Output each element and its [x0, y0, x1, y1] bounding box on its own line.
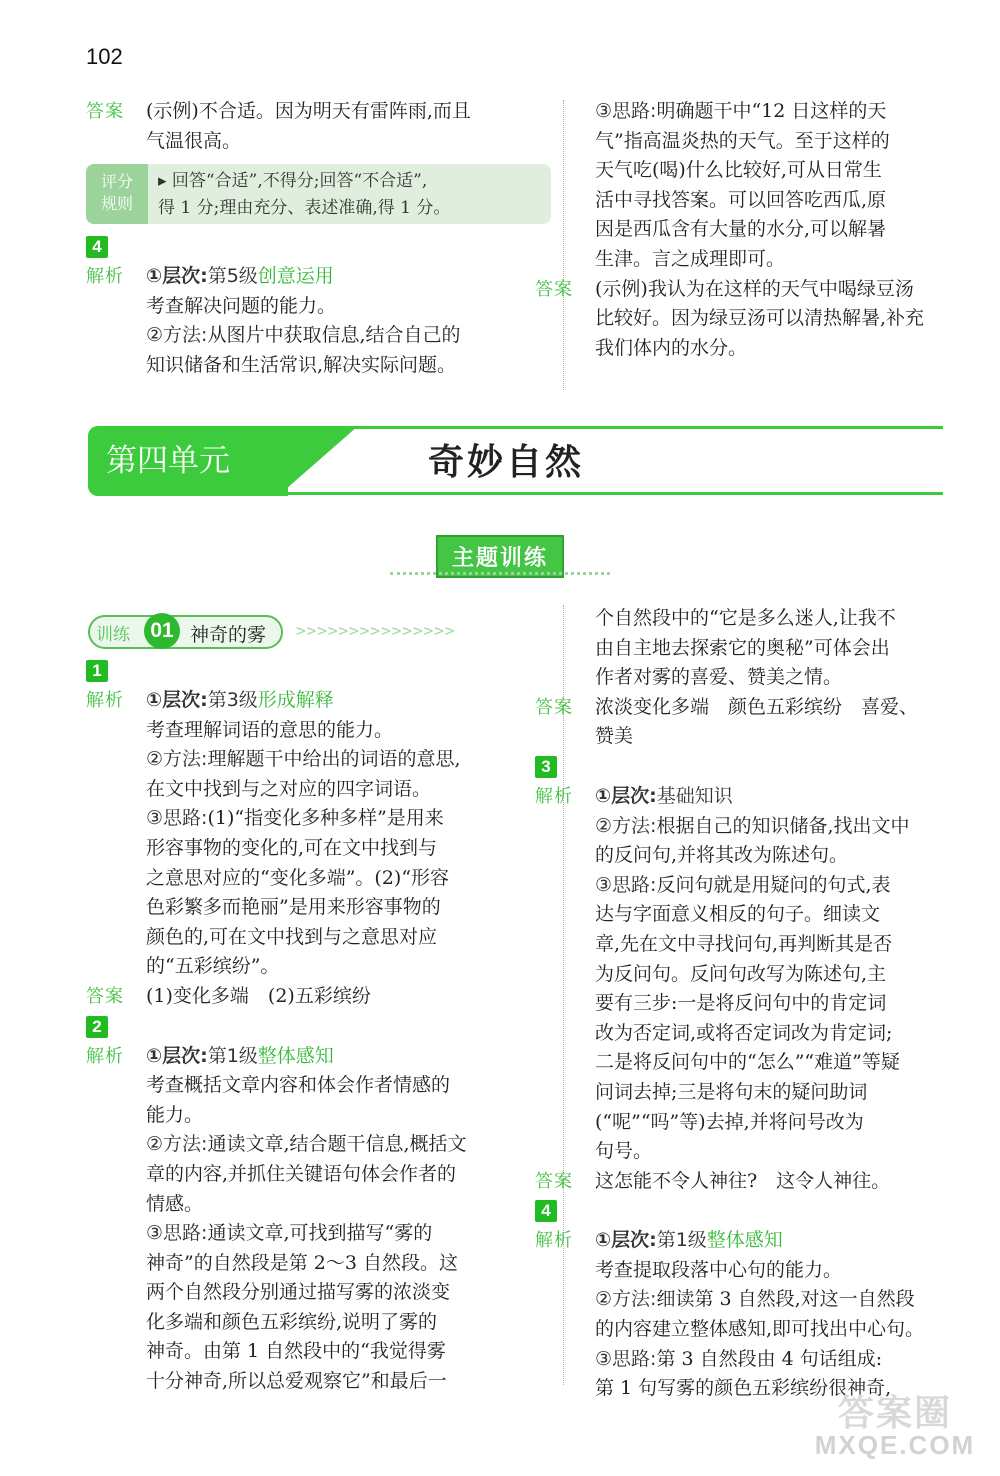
question-number-badge: 1: [86, 660, 108, 682]
theme-underline: [390, 572, 610, 575]
bottom-right-column: [535, 604, 945, 1404]
method-line: ②方法:从图片中获取信息,结合自己的: [146, 324, 461, 347]
method-line: 知识储备和生活常识,解决实际问题。: [146, 353, 457, 376]
level-line: ①层次:第1级整体感知: [146, 1044, 334, 1067]
analysis-block: [86, 262, 551, 380]
arrow-decoration: >>>>>>>>>>>>>>>: [296, 621, 456, 640]
analysis-label: 解析: [535, 785, 573, 807]
think-line: ③思路:明确题干中“12 日这样的天: [595, 100, 887, 122]
level-line: ①层次:第5级创意运用: [146, 265, 334, 288]
answer-label: 答案: [86, 985, 124, 1007]
answer-label: 答案: [535, 278, 573, 300]
level-line: ①层次:基础知识: [595, 784, 733, 807]
analysis-label: 解析: [535, 1230, 573, 1252]
question-number-badge: 3: [535, 756, 557, 778]
bottom-left-column: [86, 656, 551, 1397]
theme-title: 主题训练: [436, 535, 564, 578]
answer-label: 答案: [86, 101, 124, 122]
page-number: 102: [86, 44, 123, 69]
answer-label: 答案: [535, 1170, 573, 1192]
unit-banner: [88, 418, 943, 500]
level-line: ①层次:第1级整体感知: [595, 1229, 783, 1252]
answer-label: 答案: [535, 696, 573, 718]
question-number-badge: 4: [535, 1200, 557, 1222]
scoring-rule-text: ▸ 回答“合适”,不得分;回答“不合适”, 得 1 分;理由充分、表述准确,得 1 分。: [158, 171, 451, 219]
answer-line: 气温很高。: [146, 129, 242, 152]
analysis-label: 解析: [86, 1045, 124, 1067]
scoring-rule-tag: 评分 规则: [86, 164, 148, 224]
answer-line: (示例)不合适。因为明天有雷阵雨,而且: [146, 100, 471, 122]
answer-block: [86, 97, 551, 156]
analysis-line: 考查解决问题的能力。: [146, 294, 337, 317]
unit-label: 第四单元: [88, 426, 288, 496]
watermark-logo: 答案圈: [837, 1392, 952, 1433]
training-label: 训练: [96, 625, 130, 645]
answer-block: 答案 浓淡变化多端 颜色五彩缤纷 喜爱、 赞美: [535, 693, 945, 752]
training-number: 01: [144, 613, 180, 649]
watermark: [800, 1385, 990, 1470]
scoring-rule-box: [86, 164, 551, 224]
analysis-block: 解析 ①层次:第1级整体感知 考查提取段落中心句的能力。 ②方法:细读第 3 自然段,对这一自然段 的内容建立整体感知,即可找出中心句。 ③思路:第 3 自然段由 4 句话组成: 第 1 句写雾的颜色五彩缤纷很神奇,: [535, 1226, 945, 1404]
answer-block: 答案 (1)变化多端 (2)五彩缤纷: [86, 982, 551, 1012]
continued-text: 个自然段中的“它是多么迷人,让我不 由自主地去探索它的奥秘”可体会出 作者对雾的喜爱、赞美之情。: [595, 607, 896, 689]
top-left-column: [86, 97, 551, 381]
training-name: 神奇的雾: [190, 624, 267, 646]
analysis-block: 解析 ①层次:第3级形成解释 考查理解词语的意思的能力。 ②方法:理解题干中给出的词语的意思, 在文中找到与之对应的四字词语。 ③思路:(1)“指变化多种多样”是用来 形容事物的变化的,可在文中找到与 之意思对应的“变化多端”。(2)“形容 色彩繁多而艳丽”是用来形容事物的 颜色的,可在文中找到与之意思对应 的“五彩缤纷”。: [86, 686, 551, 982]
answer-block: 答案 这怎能不令人神往? 这令人神往。: [535, 1167, 945, 1197]
think-block: ③思路:明确题干中“12 日这样的天 气”指高温炎热的天气。至于这样的 天气吃(喝)什么比较好,可从日常生 活中寻找答案。可以回答吃西瓜,原 因是西瓜含有大量的水分,可以解暑 生津。言之成理即可。: [535, 97, 945, 275]
level-line: ①层次:第3级形成解释: [146, 689, 334, 711]
analysis-block: 解析 ①层次:第1级整体感知 考查概括文章内容和体会作者情感的 能力。 ②方法:通读文章,结合题干信息,概括文 章的内容,并抓住关键语句体会作者的 情感。 ③思路:通读文章,可找到描写“雾的 神奇”的自然段是第 2～3 自然段。这 两个自然段分别通过描写雾的浓淡变 化多端和颜色五彩缤纷,说明了雾的 神奇。由第 1 自然段中的“我觉得雾 十分神奇,所以总爱观察它”和最后一: [86, 1042, 551, 1397]
watermark-url: MXQE.COM: [814, 1430, 976, 1460]
unit-title: 奇妙自然: [428, 442, 585, 483]
question-number-badge: 4: [86, 236, 108, 258]
answer-block: 答案 (示例)我认为在这样的天气中喝绿豆汤 比较好。因为绿豆汤可以清热解暑,补充 我们体内的水分。: [535, 275, 945, 364]
analysis-label: 解析: [86, 266, 124, 288]
analysis-block: 解析 ①层次:基础知识 ②方法:根据自己的知识储备,找出文中 的反问句,并将其改为陈述句。 ③思路:反问句就是用疑问的句式,表 达与字面意义相反的句子。细读文 章,先在文中寻找问句,再判断其是否 为反问句。反问句改写为陈述句,主 要有三步:一是将反问句中的肯定词 改为否定词,或将否定词改为肯定词; 二是将反问句中的“怎么”“难道”等疑 问词去掉;三是将句末的疑问助词 (“呢”“吗”等)去掉,并将问号改为 句号。: [535, 782, 945, 1167]
analysis-label: 解析: [86, 690, 124, 711]
question-number-badge: 2: [86, 1016, 108, 1038]
training-header: [88, 615, 548, 651]
top-right-column: [535, 97, 945, 363]
